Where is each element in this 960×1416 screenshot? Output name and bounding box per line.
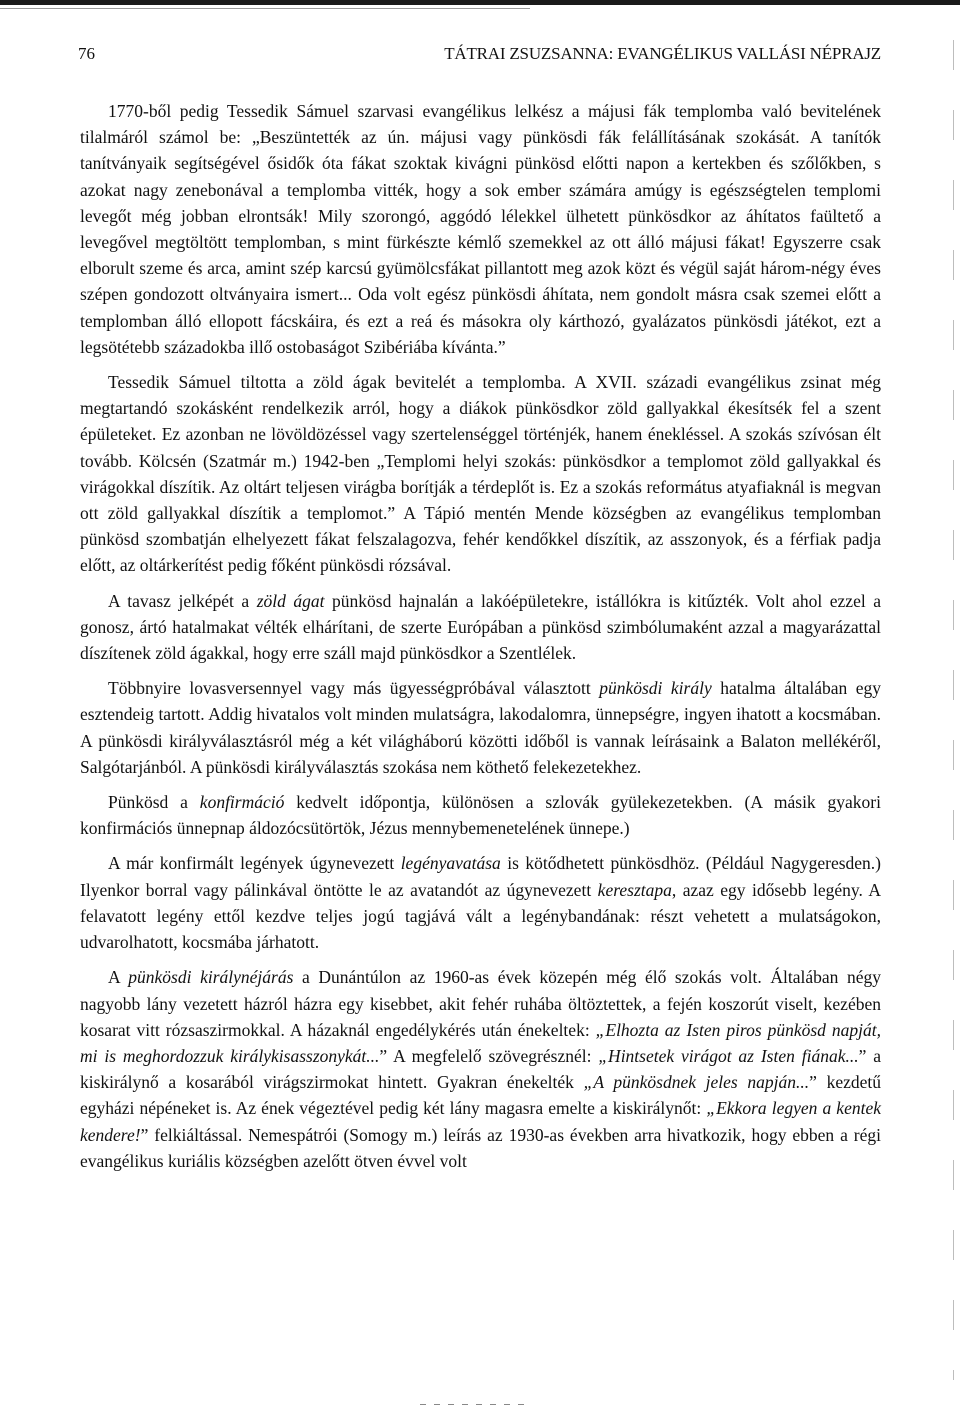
italic-term: „Ekkora legyen a kentek kendere! [80,1098,881,1145]
top-thin-rule [0,8,530,9]
text-run: is kötődhetett pünkösdhöz. (Például Nagygeresden.) Ilyenkor borral vagy pálinkával öntötte le az avatandót az úgynevezett [80,853,881,900]
text-run: ” felkiáltással. Nemespátrói (Somogy m.) leírás az 1930-as években arra hivatkozik, hogy ebben a régi evangélikus kuriális községben azelőtt ötven évvel volt [80,1124,881,1171]
paragraph-p1 [80,98,881,360]
paragraph-p3 [80,588,881,667]
italic-term: zöld ágat [256,590,325,611]
text-run: 1770-ből pedig Tessedik Sámuel szarvasi evangélikus lelkész a májusi fák templomba való bevitelének tilalmáról számol be: „Beszüntették az ún. májusi vagy pünkösdi fák felállításának szokását. A tanítók tanítványaik segítségével ősidők óta fákat szoktak kivágni pünkösd előtti napon a kertekben és szőlőkben, s azokat nagy zenebonával a templomba vitték, hogy a sok ember számára amúgy is egészségtelen templomi levegőt még jobban elrontsák! Mily szorongó, aggódó lélekkel ülhetett pünkösdkor az áhítatos faültető a levegővel megtöltött templomban, s mint fürkészte kémlő szemekkel az ott álló májusi fákat! Egyszerre csak elborult szeme és arca, amint szép karcsú gyümölcsfákat pillantott meg azok közt és végül saját három-négy éves szépen gondozott oltványaira ismert... Oda volt egész pünkösdi áhítata, nem gondolt másra csak szemei előtt a templomban álló ellopott fácskáira, és ezt a reá és másokra oly kárthozó, gyalázatos pünkösdi játékot, ezt a legsötétebb századokba illő ostobaságot Szibériába kívánta.” [80,101,881,357]
italic-term: pünkösdi király [599,678,712,699]
text-run: ” kezdetű egyházi népéneket is. Az ének végeztével pedig két lány magasra emelte a kiskirálynőt: [80,1072,881,1119]
text-run: A [108,967,129,988]
scan-artifact-dots [420,1404,530,1405]
text-run: Pünkösd a [108,792,200,813]
text-run: A már konfirmált legények úgynevezett [108,853,401,874]
italic-term: „Elhozta az Isten piros pünkösd napját, mi is meghordozzuk királykisasszonykát... [80,1019,881,1066]
italic-term: keresztapa [597,879,672,900]
scan-edge-shadow [953,40,954,1380]
body-text [80,98,881,1183]
paragraph-p5 [80,789,881,841]
italic-term: „Hintsetek virágot az Isten fiának... [598,1045,859,1066]
paragraph-p6 [80,850,881,955]
text-run: Többnyire lovasversennyel vagy más ügyességpróbával választott [108,678,600,699]
text-run: pünkösd hajnalán a lakóépületekre, istállókra is kitűzték. Volt ahol ezzel a gonosz, ártó hatalmakat vélték elhárítani, de szerte Európában a pünkösd szimbólumaként azzal a magyarázattal díszítenek zöld ágakkal, hogy erre száll majd pünkösdkor a Szentlélek. [80,590,881,664]
page-number: 76 [78,44,95,63]
text-run: a Dunántúlon az 1960-as évek közepén még élő szokás volt. Általában négy nagyobb lány vezetett házról házra egy kisebbet, akit fehér ruhába öltöztettek, a fején koszorút viselt, kezében kosarat vitt rózsaszirmokkal. A házaknál engedélykérés után énekeltek: [80,967,881,1040]
paragraph-p4 [80,675,881,780]
text-run: , azaz egy idősebb legény. A felavatott legény ettől kezdve teljes jogú tagjává vált a legénybandának: részt vehetett a mulatságokon, udvarolhatott, kocsmába járhatott. [80,879,881,953]
page-header [78,44,881,68]
italic-term: pünkösdi királynéjárás [128,967,294,988]
text-run: kedvelt időpontja, különösen a szlovák gyülekezetekben. (A másik gyakori konfirmációs ünnepnap áldozócsütörtök, Jézus mennybemenetelének ünnepe.) [80,792,881,839]
text-run: A tavasz jelképét a [108,590,257,611]
text-run: hatalma általában egy esztendeig tartott. Addig hivatalos volt minden mulatságra, lakodalomra, ünnepségre, ingyen ihatott a kocsmában. A pünkösdi királyválasztásról még a két világháború közötti időből is vannak leírásaink a Balaton mellékéről, Salgótarjánból. A pünkösdi királyválasztás szokása nem köthető felekezetekhez. [80,678,881,777]
paragraph-p2 [80,369,881,579]
running-head: TÁTRAI ZSUZSANNA: EVANGÉLIKUS VALLÁSI NÉPRAJZ [444,44,881,63]
text-run: Tessedik Sámuel tiltotta a zöld ágak bevitelét a templomba. A XVII. századi evangélikus zsinat még megtartandó szokásként rendelkezik arról, hogy a diákok pünkösdkor zöld gallyakkal ékesítsék fel a szent épületeket. Ez azonban ne lövöldözéssel vagy szertelenséggel történjék, hanem énekléssel. A szokás szívósan élt tovább. Kölcsén (Szatmár m.) 1942-ben „Templomi helyi szokás: pünkösdkor a templomot zöld gallyakkal és virágokkal díszítik. Az oltárt teljesen virágba borítják a térdeplőt is. Ez a szokás református atyafiaknál is megvan ott zöld gallyakkal díszítik a templomot.” A Tápió mentén Mende községben az evangélikus templomban pünkösd szombatján elhelyezett fákat felszalagozva, fehér kendőkkel díszítik, az asszonyok, és a férfiak padja előtt, az oltárkerítést pedig főként pünkösdi rózsával. [80,372,881,576]
italic-term: legényavatása [400,853,501,874]
text-run: ” A megfelelő szövegrésznél: [379,1045,599,1066]
text-run: ” a kiskirálynő a kosarából virágszirmokat hintett. Gyakran énekelték [80,1045,881,1093]
italic-term: „A pünkösdnek jeles napján... [583,1072,810,1093]
paragraph-p7 [80,964,881,1174]
top-border-rule [0,0,960,5]
italic-term: konfirmáció [199,792,285,813]
